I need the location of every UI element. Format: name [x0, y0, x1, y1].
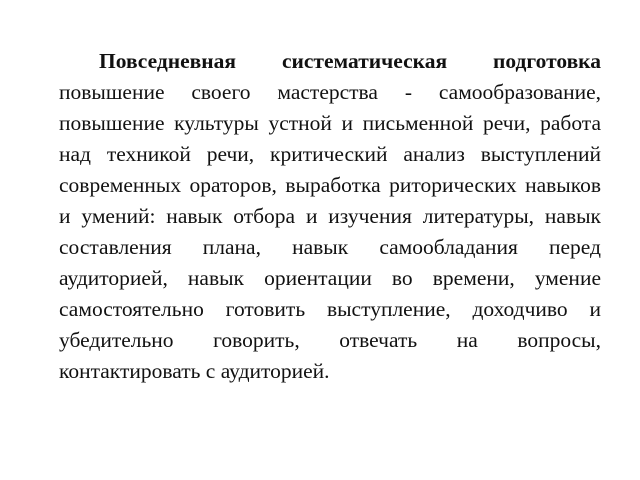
main-paragraph [59, 46, 601, 387]
paragraph-heading: Повседневная систематическая подготовка [99, 49, 601, 73]
paragraph-body: повышение своего мастерства - самообразование, повышение культуры устной и письменной речи, работа над техникой речи, критический анализ выступлений современных ораторов, выработка риторических навыков и умений: навык отбора и изучения литературы, навык составления плана, навык самообладания перед аудиторией, навык ориентации во времени, умение самостоятельно готовить выступление, доходчиво и убедительно говорить, отвечать на вопросы, контактировать с аудиторией. [59, 80, 601, 383]
